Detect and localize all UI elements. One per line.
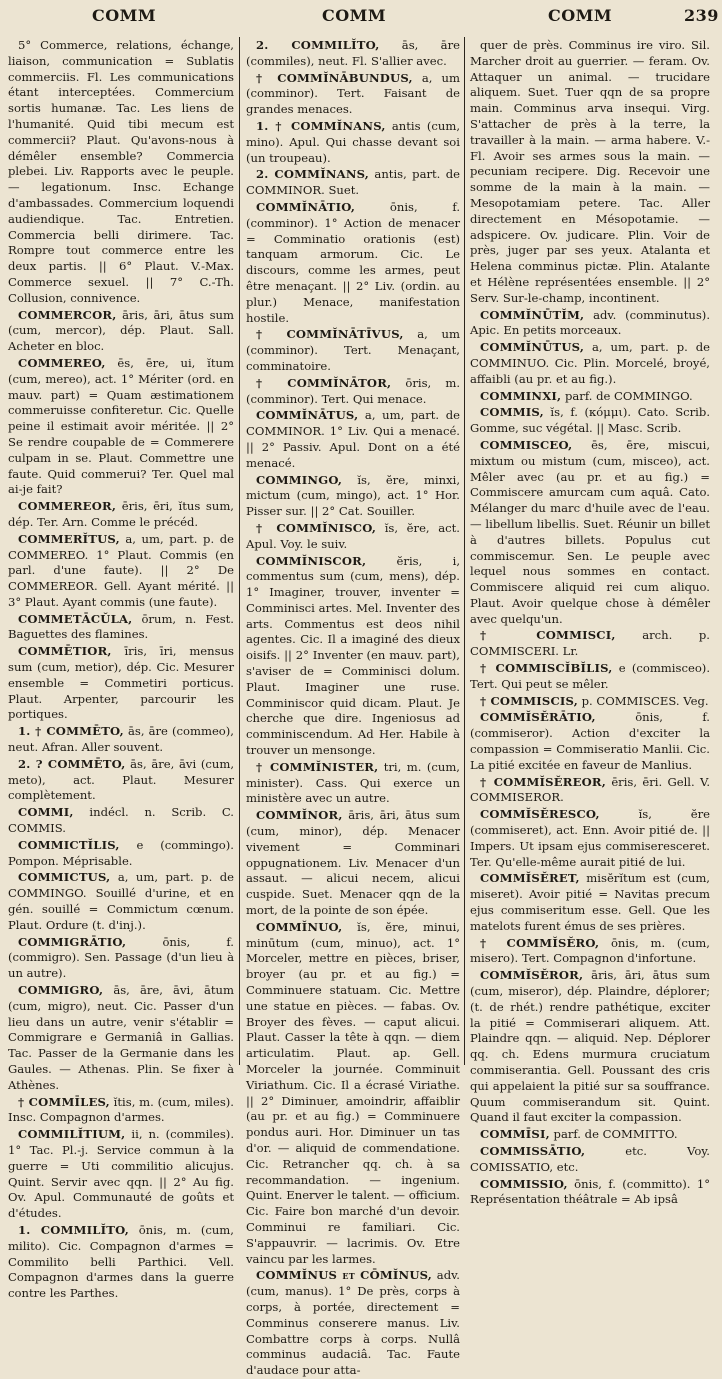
entry-headword: † COMMĬSĔRO, [480,935,600,950]
dictionary-entry [470,968,710,1126]
dictionary-entry [470,438,710,628]
entry-headword: † COMMISCĬBĬLIS, [480,661,613,676]
entry-text: misĕrĭtum est (cum, miseret). Avoir pitié = Navitas precum ejus commiseritum esse. Gell. Que les matelots furent émus de ses prières. [470,871,710,933]
dictionary-entry [470,1127,710,1143]
dictionary-entry [470,38,710,307]
dictionary-entry [246,376,460,408]
entry-text: āris, āri, ātus sum (cum, minor), dép. Menacer vivement = Comminari oppugnationem. Liv. Menacer d'un assaut. — alicui necem, alicui cuspide. Suet. Menacer qqn de la mort, de la pointe de son épée. [246,808,460,918]
entry-text: e (commingo). Pompon. Méprisable. [8,837,234,868]
entry-text: tri, m. (cum, minister). Cass. Qui exerce un ministère avec un autre. [246,759,460,806]
dictionary-entry [470,628,710,660]
entry-text: parf. de COMMINGO. [564,388,693,403]
entry-headword: COMMĬNŪTUS, [480,340,585,355]
entry-headword: COMMIGRO, [18,983,104,998]
dictionary-entry [8,1095,234,1127]
entry-text: ōnis, f. (comminor). 1° Action de menacer = Comminatio orationis (est) tanquam armorum. Cic. Le discours, comme les armes, peut être menaçant. || 2° Liv. (ordin. au plur.) Menace, manifestation hostile. [246,199,460,325]
entry-text: ās, āre, āvi (cum, meto), act. Plaut. Mesurer complètement. [8,756,235,803]
entry-text: adv. (cum, manus). 1° De près, corps à corps, à portée, directement = Comminus conserere manus. Liv. Combattre corps à corps. Nullâ comminus audaciâ. Tac. Faute d'audace pour atta- [246,1268,460,1378]
entry-headword: † COMMĬNĀTOR, [256,375,392,390]
entry-headword: COMMISSIO, [480,1176,568,1191]
dictionary-entry [8,38,234,307]
dictionary-entry [470,694,710,710]
entry-headword: † COMMISCIS, [480,693,578,708]
entry-headword: COMMISSĀTIO, [480,1143,586,1158]
dictionary-entry [8,935,234,982]
entry-text: antis (cum, mino). Apul. Qui chasse devant soi (un troupeau). [246,118,461,165]
running-header [0,0,722,36]
dictionary-entry [246,327,460,374]
dictionary-entry [470,871,710,934]
entry-headword: † COMMĬNISTER, [256,759,379,774]
dictionary-entry [470,807,710,870]
dictionary-entry [246,521,460,553]
dictionary-entry [8,724,234,756]
entry-text: parf. de COMMITTO. [553,1127,678,1142]
dictionary-entry [8,757,234,804]
entry-text: ĭs, ĕre, minxi, mictum (cum, mingo), act. 1° Hor. Pisser sur. || 2° Cat. Souiller. [246,472,461,519]
entry-headword: † COMMĬNĀTĪVUS, [256,327,404,342]
entry-text: adv. (comminutus). Apic. En petits morceaux. [470,307,710,338]
entry-headword: † COMMĬNĀBUNDUS, [256,70,413,85]
dictionary-entry [246,167,460,199]
entry-text: indécl. n. Scrib. C. COMMIS. [8,805,234,836]
entry-text: a, um, part. de COMMINOR. 1° Liv. Qui a menacé. || 2° Passiv. Apul. Dont on a été menacé. [246,408,460,470]
entry-headword: † COMMĪLES, [18,1094,110,1109]
dictionary-entry [246,71,460,118]
entry-headword: 2. COMMILĬTO, [256,38,380,52]
column-1 [8,38,235,1301]
entry-text: ōnis, f. (commiseror). Action d'exciter la compassion = Commiseratio Manlii. Cic. La pitié excitée en faveur de Manlius. [470,710,710,772]
entry-headword: COMMILĬTIUM, [18,1127,126,1142]
entry-text: ēs, ēre, miscui, mixtum ou mistum (cum, misceo), act. Mêler avec (au pr. et au fig.) = Commiscere amurcam cum aquâ. Cato. Mélanger du marc d'huile avec de l'eau. — libellum libellis. Suet. Réunir un billet à d'autres billets. Populus cut commiscemur. Sen. Le peuple avec lequel nous sommes en contact. Commiscere aliquid rei cum aliquo. Plaut. Avoir quelque chose à démêler avec quelqu'un. [470,437,710,626]
entry-text: īris, īri, mensus sum (cum, metior), dép. Cic. Mesurer ensemble = Commetiri porticus. Plaut. Arpenter, parcourir les portiques. [8,644,235,722]
entry-text: quer de près. Comminus ire viro. Sil. Marcher droit au guerrier. — feram. Ov. Attaquer un animal. — trucidare aliquem. Suet. Tuer qqn de sa propre main. Comminus arva insequi. Virg. S'attacher de près à la terre, la travailler à la main. — arma habere. V.-Fl. Avoir ses armes sous la main. — pecuniam recipere. Dig. Recevoir une somme de la main à la main. — Mesopotamiam petere. Tac. Aller directement en Mésopotamie. — adspicere. Ov. judicare. Plin. Voir de près, juger par ses yeux. Atalanta et Helena comminus pictæ. Plin. Atalante et Hélène représentées ensemble. || 2° Serv. Sur-le-champ, incontinent. [470,38,710,305]
entry-text: etc. Voy. COMISSATIO, etc. [470,1143,710,1174]
entry-headword: COMMERCOR, [18,307,117,322]
entry-text: a, um, part. p. de COMMEREO. 1° Plaut. Commis (en parl. d'une faute). || 2° De COMMEREOR. Gell. Ayant mérité. || 3° Plaut. Ayant commis (une faute). [8,531,234,609]
entry-text: antis, part. de COMMINOR. Suet. [246,167,461,198]
entry-text: ōnis, f. (committo). 1° Représentation théâtrale = Ab ipsâ [470,1176,711,1207]
entry-text: a, um (comminor). Tert. Faisant de grandes menaces. [246,70,460,117]
dictionary-entry [8,356,234,498]
entry-headword: COMMERĬTUS, [18,531,120,546]
entry-headword: † COMMĬNISCO, [256,520,377,535]
entry-text: ĭs, ĕre (commiseret), act. Enn. Avoir pitié de. || Impers. Ut ipsam ejus commiseresceret. Ter. Qu'elle-même aurait pitié de lui. [470,807,710,869]
entry-text: e (commisceo). Tert. Qui peut se mêler. [470,661,711,691]
entry-text: ĭs, f. (κόμμι). Cato. Scrib. Gomme, suc végétal. || Masc. Scrib. [470,405,711,436]
dictionary-entry [8,612,234,644]
dictionary-entry [8,308,234,355]
dictionary-entry [470,936,710,968]
entry-text: ēris, ēri, ĭtus sum, dép. Ter. Arn. Comme le précéd. [8,499,234,529]
dictionary-entry [470,389,710,405]
entry-headword: COMMEREO, [18,355,106,370]
entry-text: ōris, m. (comminor). Tert. Qui menace. [246,375,461,406]
entry-text: ōrum, n. Fest. Baguettes des flamines. [8,611,234,642]
dictionary-entry [470,1177,710,1209]
entry-headword: 1. COMMILĬTO, [18,1222,129,1237]
dictionary-entry [8,983,234,1094]
entry-text: arch. p. COMMISCERI. Lr. [470,628,710,659]
dictionary-entry [246,408,460,471]
entry-headword: 1. † COMMĬNANS, [256,118,386,133]
entry-headword: COMMINGO, [256,472,343,487]
dictionary-entry [246,119,460,166]
entry-text: ōnis, m. (cum, milito). Cic. Compagnon d'armes = Commilito belli Parthici. Vell. Compagnon d'armes dans la guerre contre les Parthes. [8,1222,234,1301]
entry-text: ii, n. (commiles). 1° Tac. Pl.-j. Service commun à la guerre = Uti commilitio alicujus. Quint. Servir avec qqn. || 2° Au fig. Ov. Apul. Communauté de goûts et d'études. [8,1127,235,1221]
entry-text: ēs, ēre, ui, ĭtum (cum, mereo), act. 1° Mériter (ord. en mauv. part) = Quam æstimationem commeruisse confiteretur. Cic. Quelle peine il estimait avoir méritée. || 2° Se rendre coupable de = Commerere culpam in se. Plaut. Commettre une faute. Quid commerui? Ter. Quel mal ai-je fait? [8,355,234,497]
entry-text: ēris, ēri. Gell. V. COMMISEROR. [470,774,711,805]
dictionary-entry [470,775,710,807]
entry-headword: COMMĪSI, [480,1127,550,1142]
entry-text: p. COMMISCES. Veg. [581,693,709,708]
entry-headword: COMMĬSĔRET, [480,871,580,886]
dictionary-entry [8,532,234,611]
column-divider [239,37,240,1065]
dictionary-entry [8,838,234,870]
entry-text: ĭtis, m. (cum, miles). Insc. Compagnon d'armes. [8,1094,234,1125]
entry-text: 5° Commerce, relations, échange, liaison, communication = Sublatis commerciis. Fl. Les communications étant interceptées. Commercium sortis humanæ. Tac. Les liens de l'humanité. Quid tibi mecum est commercii? Plaut. Qu'avons-nous à démêler ensemble? Commercia plebei. Liv. Rapports avec le peuple. — legationum. Insc. Echange d'ambassades. Commercium loquendi audiendique. Tac. Entretien. Commercia belli dirimere. Tac. Rompre tout commerce entre les deux partis. || 6° Plaut. V.-Max. Commerce sexuel. || 7° C.-Th. Collusion, connivence. [8,38,234,305]
header-center: COMM [322,6,387,25]
entry-headword: COMMĬNISCOR, [256,553,367,568]
entry-headword: COMMEREOR, [18,499,117,514]
dictionary-entry [470,710,710,773]
dictionary-entry [8,499,234,531]
entry-headword: COMMIS, [480,405,544,420]
dictionary-entry [246,554,460,759]
entry-headword: COMMĬNOR, [256,808,343,823]
dictionary-entry [470,661,710,693]
dictionary-entry [470,405,710,437]
dictionary-entry [470,308,710,340]
entry-text: a, um (comminor). Tert. Menaçant, comminatoire. [246,327,460,373]
column-divider [464,37,465,1065]
dictionary-entry [246,38,460,70]
dictionary-entry [246,473,460,520]
header-right: COMM [548,6,613,25]
entry-headword: COMMĬNĀTUS, [256,408,359,423]
entry-text: a, um, part. p. de COMMINGO. Souillé d'urine, et en gén. souillé = Commictum cœnum. Plaut. Ordure (t. d'inj.). [8,870,234,932]
entry-headword: 2. COMMĬNANS, [256,167,370,182]
column-2 [246,38,461,1378]
dictionary-entry [246,920,460,1268]
dictionary-entry [8,1223,234,1302]
entry-headword: COMMĬNŪTĬM, [480,307,585,322]
dictionary-entry [246,808,460,919]
dictionary-entry [8,870,234,933]
dictionary-entry [470,340,710,387]
entry-text: āris, āri, ātus sum (cum, miseror), dép. Plaindre, déplorer; (t. de rhét.) rendre pathétique, exciter la pitié = Commiserari aliquem. Att. Plaindre qqn. — aliquid. Nep. Déplorer qq. ch. Edens murmura cruciatum commiserantia. Gell. Poussant des cris qui appelaient la pitié sur sa souffrance. Quum commiserandum sit. Quint. Quand il faut exciter la compassion. [470,968,710,1125]
entry-headword: COMMĒTIOR, [18,644,112,659]
entry-headword: COMMĬSĔRESCO, [480,807,600,822]
entry-text: ās, āre (commeo), neut. Afran. Aller souvent. [8,724,234,755]
header-left: COMM [92,6,157,25]
entry-text: ōnis, f. (commigro). Sen. Passage (d'un lieu à un autre). [8,934,234,981]
entry-headword: COMMICTĬLIS, [18,837,120,852]
dictionary-entry [246,760,460,807]
dictionary-entry [8,644,234,723]
entry-headword: COMMINXI, [480,388,562,403]
entry-headword: † COMMĬSĔREOR, [480,774,606,789]
entry-text: ĭs, ĕre, minui, minūtum (cum, minuo), act. 1° Morceler, mettre en pièces, briser, broyer (au pr. et au fig.) = Comminuere statuam. Cic. Mettre une statue en pièces. — fabas. Ov. Broyer des fèves. — caput alicui. Plaut. Casser la tête à qqn. — diem articulatim. Plaut. ap. Gell. Morceler la journée. Comminuit Viriathum. Cic. Il a écrasé Viriathe. || 2° Diminuer, amoindrir, affaiblir (au pr. et au fig.) = Comminuere pondus auri. Hor. Diminuer un tas d'or. — aliquid de commendatione. Cic. Retrancher qq. ch. à sa recommandation. — ingenium. Quint. Enerver le talent. — officium. Cic. Faire bon marché d'un devoir. Comminui re familiari. Cic. S'appauvrir. — lacrimis. Ov. Etre vaincu par les larmes. [246,919,460,1266]
column-3 [470,38,711,1207]
entry-headword: COMMĬNUS et CŌMĬNUS, [256,1268,433,1283]
entry-headword: 1. † COMMĒTO, [18,724,124,739]
dictionary-entry [8,805,234,837]
dictionary-entry [8,1127,234,1222]
entry-headword: 2. ? COMMĒTO, [18,756,126,771]
entry-headword: COMMĬNĀTIO, [256,199,356,214]
entry-headword: COMMĬSĔROR, [480,968,584,983]
entry-headword: COMMI, [18,805,74,820]
dictionary-entry [246,1268,460,1379]
entry-text: ĭs, ĕre, act. Apul. Voy. le suiv. [246,520,460,551]
dictionary-entry [246,200,460,326]
dictionary-entry [470,1144,710,1176]
entry-headword: COMMĬSĔRĀTIO, [480,710,596,725]
entry-text: ās, āre (commiles), neut. Fl. S'allier avec. [246,38,460,68]
entry-headword: COMMICTUS, [18,870,111,885]
entry-headword: COMMIGRĀTIO, [18,934,127,949]
entry-text: ĕris, i, commentus sum (cum, mens), dép. 1° Imaginer, trouver, inventer = Comminisci artes. Mel. Inventer des arts. Commentus est deos nihil agentes. Cic. Il a imaginé des dieux oisifs. || 2° Inventer (en mauv. part), s'aviser de = Comminisci dolum. Plaut. Imaginer une ruse. Comminiscor quid dicam. Plaut. Je cherche que dire. Ingeniosus ad comminiscendum. Ad Her. Habile à trouver un mensonge. [246,553,461,758]
entry-headword: COMMETĀCŬLA, [18,611,133,626]
page-number: 239 [684,6,719,25]
entry-headword: † COMMISCI, [480,628,616,643]
entry-headword: COMMĬNUO, [256,919,343,934]
entry-headword: COMMISCEO, [480,437,573,452]
entry-text: āris, āri, ātus sum (cum, mercor), dép. Plaut. Sall. Acheter en bloc. [8,307,234,354]
entry-text: ōnis, m. (cum, misero). Tert. Compagnon d'infortune. [470,935,710,966]
entry-text: ās, āre, āvi, ātum (cum, migro), neut. Cic. Passer d'un lieu dans un autre, venir s'établir = Commigrare e Germaniâ in Gallias. Tac. Passer de la Germanie dans les Gaules. — Athenas. Plin. Se fixer à Athènes. [8,983,234,1092]
entry-text: a, um, part. p. de COMMINUO. Cic. Plin. Morcelé, broyé, affaibli (au pr. et au fig.). [470,340,710,386]
